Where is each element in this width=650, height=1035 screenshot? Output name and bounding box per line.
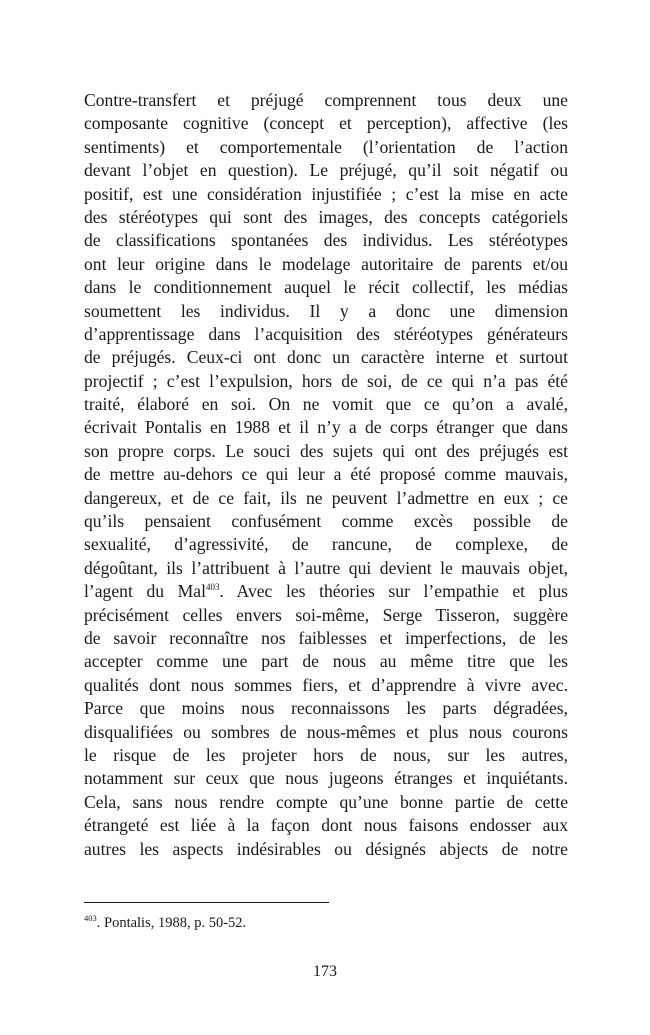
text-line: Contre-transfert et préjugé comprennent tous deux une	[84, 90, 568, 110]
footnote	[84, 914, 484, 932]
text-line: autres les aspects indésirables ou désignés abjects de notre	[84, 838, 568, 859]
text-line: qualités dont nous sommes fiers, et d’apprendre à vivre avec.	[84, 674, 568, 695]
footnote-reference[interactable]: 403	[206, 582, 220, 593]
text-line: d’apprentissage dans l’acquisition des stéréotypes générateurs	[84, 323, 568, 344]
text-line: des stéréotypes qui sont des images, des concepts catégoriels	[84, 206, 568, 227]
text-line: composante cognitive (concept et perception), affective (les	[84, 113, 568, 134]
text-line: sentiments) et comportementale (l’orientation de l’action	[84, 136, 568, 157]
text-line: traité, élaboré en soi. On ne vomit que ce qu’on a avalé,	[84, 394, 568, 415]
page-number: 173	[313, 963, 337, 980]
text-line: de classifications spontanées des individus. Les stéréotypes	[84, 230, 568, 251]
text-line: Cela, sans nous rendre compte qu’une bonne partie de cette	[84, 791, 568, 812]
text-fragment: Avec les théories sur l’empathie et plus	[236, 581, 568, 602]
text-line: écrivait Pontalis en 1988 et il n’y a de corps étranger que dans	[84, 417, 568, 438]
text-line-with-footnote-ref: l’agent du Mal$^{403}$. Avec les théories sur l’empathie et plus	[84, 581, 568, 602]
text-line: de mettre au-dehors ce qui leur a été proposé comme mauvais,	[84, 464, 568, 485]
text-line: précisément celles envers soi-même, Serge Tisseron, suggère	[84, 604, 568, 625]
text-line: soumettent les individus. Il y a donc une dimension	[84, 300, 568, 321]
text-line: son propre corps. Le souci des sujets qui ont des préjugés est	[84, 440, 568, 461]
text-line: dans le conditionnement auquel le récit collectif, les médias	[84, 277, 568, 298]
text-line: positif, est une considération injustifiée ; c’est la mise en acte	[84, 183, 568, 204]
text-fragment: l’agent du Mal	[84, 581, 206, 602]
text-line: devant l’objet en question). Le préjugé, qu’il soit négatif ou	[84, 160, 568, 181]
text-line: Parce que moins nous reconnaissons les parts dégradées,	[84, 698, 568, 719]
text-line: ont leur origine dans le modelage autoritaire de parents et/ou	[84, 253, 568, 274]
text-line: étrangeté est liée à la façon dont nous faisons endosser aux	[84, 815, 568, 836]
body-text	[84, 89, 568, 861]
text-line: disqualifiées ou sombres de nous-mêmes et plus nous courons	[84, 721, 568, 742]
footnote-number: 403	[84, 913, 97, 924]
text-line: sexualité, d’agressivité, de rancune, de complexe, de	[84, 534, 568, 555]
text-line: de savoir reconnaître nos faiblesses et imperfections, de les	[84, 627, 568, 648]
text-line: accepter comme une part de nous au même titre que les	[84, 651, 568, 672]
text-line: le risque de les projeter hors de nous, sur les autres,	[84, 744, 568, 765]
text-line: notamment sur ceux que nous jugeons étranges et inquiétants.	[84, 768, 568, 789]
text-line: dégoûtant, ils l’attribuent à l’autre qui devient le mauvais objet,	[84, 557, 568, 578]
text-line: projectif ; c’est l’expulsion, hors de soi, de ce qui n’a pas été	[84, 370, 568, 391]
text-line: qu’ils pensaient confusément comme excès possible de	[84, 511, 568, 532]
text-line: de préjugés. Ceux-ci ont donc un caractère interne et surtout	[84, 347, 568, 368]
footnote-separator	[84, 902, 329, 903]
footnote-text: . Pontalis, 1988, p. 50-52.	[96, 915, 247, 931]
text-line: dangereux, et de ce fait, ils ne peuvent l’admettre en eux ; ce	[84, 487, 568, 508]
